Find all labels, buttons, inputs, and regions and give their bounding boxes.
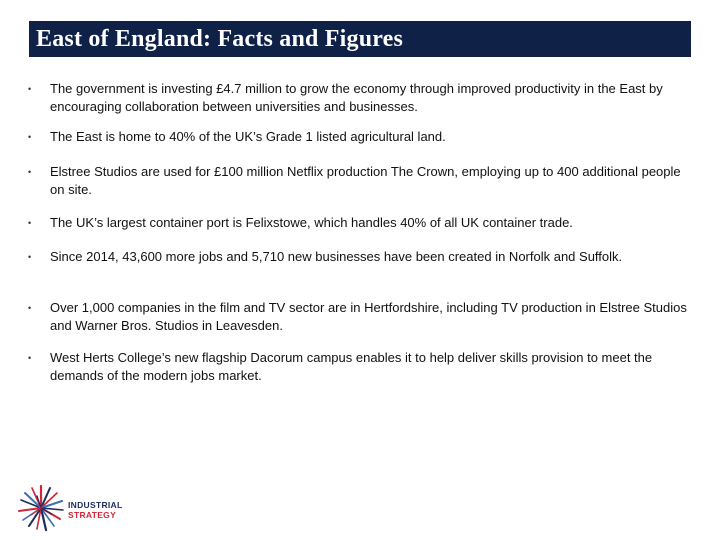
bullet-text: Since 2014, 43,600 more jobs and 5,710 new businesses have been created in Norfolk and Suffolk. bbox=[50, 249, 623, 264]
bullet-marker: • bbox=[28, 84, 32, 94]
bullet-text: Over 1,000 companies in the film and TV sector are in Hertfordshire, including TV production in Elstree Studios and Warner Bros. Studios in Leavesden. bbox=[50, 300, 687, 333]
bullet-text: Elstree Studios are used for £100 million Netflix production The Crown, employing up to 400 additional people on site. bbox=[50, 164, 681, 197]
bullet-text: West Herts College’s new flagship Dacorum campus enables it to help deliver skills provision to meet the demands of the modern jobs market. bbox=[50, 350, 653, 383]
bullet-item bbox=[28, 163, 692, 199]
starburst-icon bbox=[18, 483, 64, 533]
bullet-item bbox=[28, 128, 692, 146]
logo-wordmark bbox=[68, 500, 122, 520]
industrial-strategy-logo bbox=[18, 483, 178, 533]
slide-title-bar bbox=[29, 21, 691, 57]
bullet-marker: • bbox=[28, 132, 32, 142]
bullet-item bbox=[28, 214, 692, 232]
bullet-marker: • bbox=[28, 252, 32, 262]
logo-line-strategy: STRATEGY bbox=[68, 510, 117, 520]
bullet-text: The UK’s largest container port is Felixstowe, which handles 40% of all UK container trade. bbox=[50, 215, 573, 230]
bullet-item bbox=[28, 349, 692, 385]
bullet-marker: • bbox=[28, 218, 32, 228]
logo-line-industrial: INDUSTRIAL bbox=[68, 500, 123, 510]
bullet-marker: • bbox=[28, 353, 32, 363]
bullet-item bbox=[28, 299, 692, 335]
bullet-item bbox=[28, 248, 692, 266]
bullet-text: The government is investing £4.7 million to grow the economy through improved productivity in the East by encouraging collaboration between universities and businesses. bbox=[50, 81, 663, 114]
bullet-marker: • bbox=[28, 167, 32, 177]
bullet-item bbox=[28, 80, 692, 116]
bullet-marker: • bbox=[28, 303, 32, 313]
slide-title: East of England: Facts and Figures bbox=[36, 25, 404, 52]
bullet-text: The East is home to 40% of the UK’s Grade 1 listed agricultural land. bbox=[50, 129, 446, 144]
